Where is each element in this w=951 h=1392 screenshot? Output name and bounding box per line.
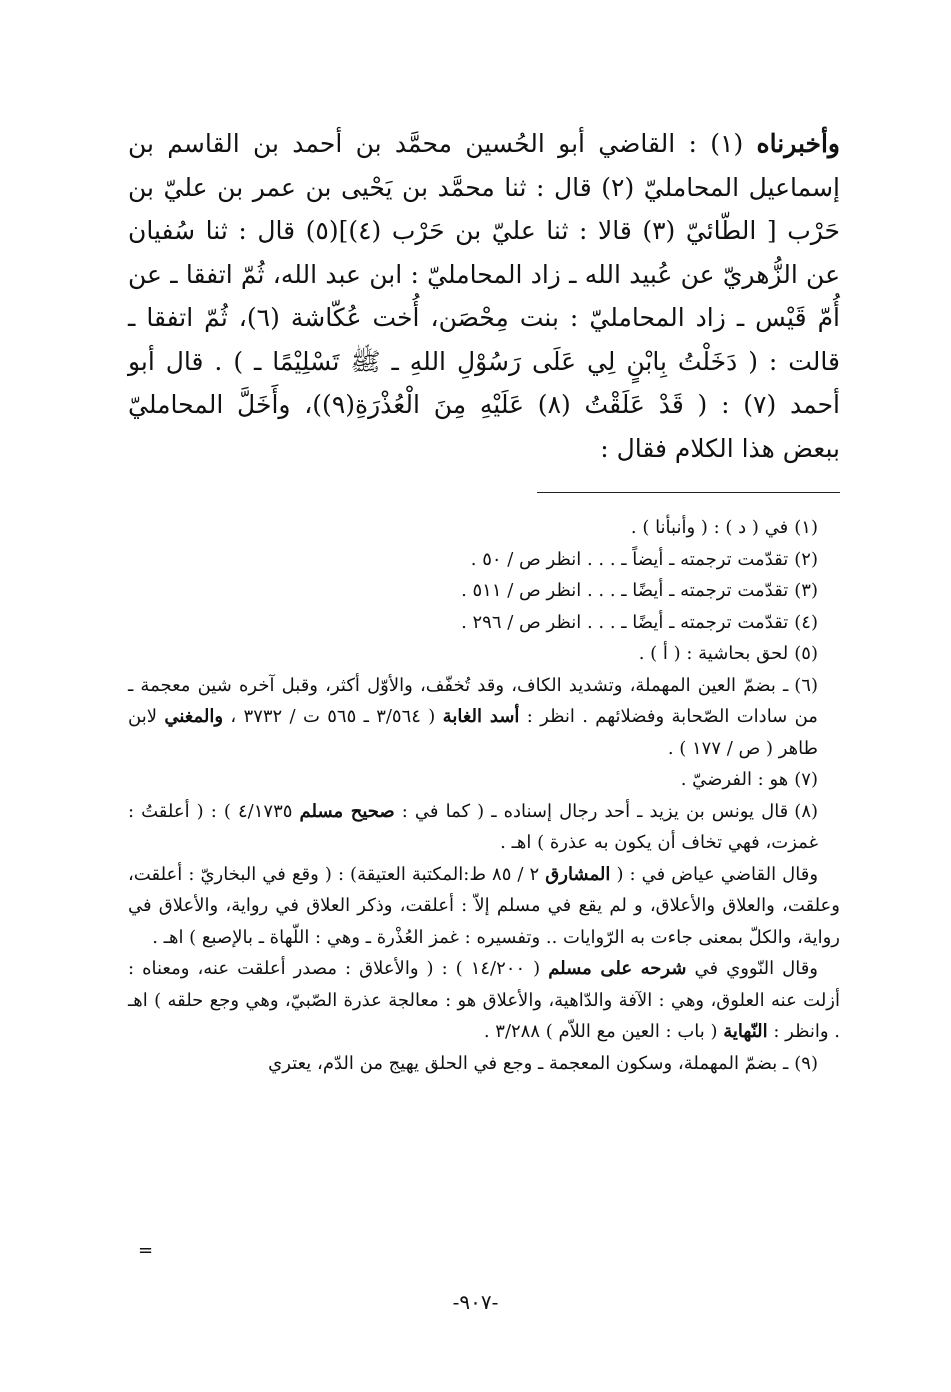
source-title: المشارق <box>545 863 611 885</box>
footnote-number: (٦) <box>794 674 818 696</box>
footnote-text: في ( د ) : ( وأنبأنا ) . <box>630 517 789 538</box>
main-paragraph <box>128 122 840 470</box>
footnotes <box>128 512 840 1079</box>
source-title: شرحه على مسلم <box>548 958 687 979</box>
main-text <box>128 122 840 470</box>
footnote-8-cont-2 <box>128 953 840 1048</box>
footnote-7 <box>128 764 840 796</box>
footnote-text: ـ بضمّ المهملة، وسكون المعجمة ـ وجع في الحلق يهيج من الدّم، يعتري <box>268 1052 789 1074</box>
footnote-5 <box>128 638 840 670</box>
footnote-number: (٨) <box>794 800 819 822</box>
footnote-number: (٤) <box>794 611 818 633</box>
source-title: صحيح مسلم <box>299 800 395 822</box>
footnote-number: (٧) <box>794 769 818 790</box>
footnote-number: (٢) <box>794 548 818 570</box>
footnote-9 <box>128 1048 840 1080</box>
footnote-text: تقدّمت ترجمته ـ أيضاً ـ . . . انظر ص / ٥٠ . <box>470 548 789 570</box>
footnote-text: ( ١٤/٢٠٠ ) : ( والأعلاق : مصدر أعلقت عنه، ومعناه : أزلت عنه العلوق، وهي : الآفة والدّاهية، والأعلاق هو : معالجة عذرة الصّبيّ، وهي وجع حلقه ) اهـ . وانظر : <box>128 958 840 1042</box>
footnote-text: وقال النّووي في <box>694 958 818 979</box>
lead-word: وأخبرناه <box>756 129 840 158</box>
footnote-text: تقدّمت ترجمته ـ أيضًا ـ . . . انظر ص / ٢٩٦ . <box>461 611 789 633</box>
footnote-2 <box>128 544 840 576</box>
footnote-number: (٣) <box>794 580 818 601</box>
footnote-8-cont-1 <box>128 859 840 954</box>
footnote-8 <box>128 796 840 859</box>
footnote-number: (١) <box>794 517 818 538</box>
footnote-text: تقدّمت ترجمته ـ أيضًا ـ . . . انظر ص / ٥١١ . <box>461 580 789 601</box>
page-number: -٩٠٧- <box>452 1290 499 1314</box>
footnote-number: (٩) <box>794 1052 818 1074</box>
continuation-mark: = <box>138 1240 154 1261</box>
source-title: النّهاية <box>723 1021 768 1042</box>
footnote-text: قال يونس بن يزيد ـ أحد رجال إسناده ـ ( كما في : <box>401 800 789 822</box>
footnote-text: لابن طاهر ( ص / ١٧٧ ) . <box>128 706 818 759</box>
footnote-1 <box>128 512 840 544</box>
source-title: أسد الغابة <box>442 706 520 727</box>
footnote-6 <box>128 670 840 765</box>
footnote-text: لحق بحاشية : ( أ ) . <box>638 643 789 664</box>
footnote-text: وقال القاضي عياض في : ( <box>616 863 819 885</box>
footnote-separator <box>537 492 840 493</box>
footnote-text: هو : الفرضيّ . <box>680 769 789 790</box>
footnote-text: ٤/١٧٣٥ ) : ( أعلقتُ : غمزت، فهي تخاف أن يكون به عذرة ) اهـ . <box>128 800 818 853</box>
footnote-4 <box>128 607 840 639</box>
footnote-number: (٥) <box>794 643 818 664</box>
source-title: والمغني <box>164 706 224 727</box>
footnote-3 <box>128 575 840 607</box>
footnote-text: ٢ / ٨٥ ط:المكتبة العتيقة) : ( وقع في البخاريّ : أعلقت، وعلقت، والعلاق والأعلاق، و لم يقع في مسلم إلاّ : أعلقت، وذكر العلاق في رواية، والأعلاق في رواية، والكلّ بمعنى جاءت به الرّوايات .. وتفسيره : غمز العُذْرة ـ وهي : اللّهاة ـ بالإصبع ) اهـ . <box>128 863 840 948</box>
footnote-text: ( باب : العين مع اللاّم ) ٣/٢٨٨ . <box>483 1021 718 1042</box>
footnote-text: ـ بضمّ العين المهملة، وتشديد الكاف، وقد تُخفّف، والأوّل أكثر، وقبل آخره شين معجمة ـ من سادات الصّحابة وفضلائهم . انظر : <box>128 674 818 727</box>
footnote-text: ( ٣/٥٦٤ ـ ٥٦٥ ت / ٣٧٣٢ ، <box>230 706 436 727</box>
main-body: (١) : القاضي أبو الحُسين محمَّد بن أحمد بن القاسم بن إسماعيل المحامليّ (٢) قال : ثنا محمَّد بن يَحْيى بن عمر بن عليّ بن حَرْب [ الطّائيّ (٣) قالا : ثنا عليّ بن حَرْب (٤)](٥) قال : ثنا سُفيان عن الزُّهريّ عن عُبيد الله ـ زاد المحامليّ : ابن عبد الله، ثُمّ اتفقا ـ عن أُمّ قَيْس ـ زاد المحامليّ : بنت مِحْصَن، أُخت عُكّاشة (٦)، ثُمّ اتفقا ـ قالت : ( دَخَلْتُ بِابْنٍ لِي عَلَى رَسُوْلِ اللهِ ـ ﷺ تَسْلِيْمًا ـ ) . قال أبو أحمد (٧) : ( قَدْ عَلَقْتُ (٨) عَلَيْهِ مِنَ الْعُذْرَةِ(٩))، وأَخَلَّ المحامليّ ببعض هذا الكلام فقال : <box>128 129 840 463</box>
